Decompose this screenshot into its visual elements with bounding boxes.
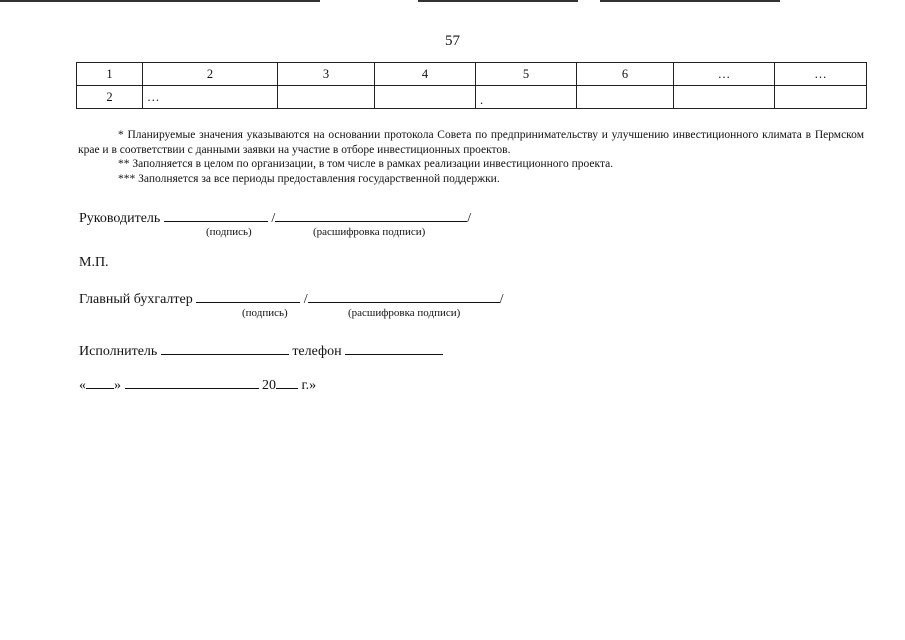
footnote-3: *** Заполняется за все периоды предоставления государственной поддержки. <box>118 172 500 185</box>
table-cell <box>375 86 476 109</box>
date-month-blank[interactable] <box>125 374 259 389</box>
date-year-prefix: 20 <box>262 378 276 393</box>
table-header-cell: 4 <box>375 63 476 86</box>
data-table <box>76 62 867 109</box>
accountant-signature-caption: (подпись) <box>242 307 288 319</box>
top-edge-rule-right <box>418 0 578 2</box>
table-cell: . <box>476 86 577 109</box>
page-number: 57 <box>445 33 460 49</box>
head-decoding-caption: (расшифровка подписи) <box>313 226 426 238</box>
accountant-signature-blank[interactable] <box>196 288 300 303</box>
head-label: Руководитель <box>79 211 161 226</box>
head-slash-right: / <box>467 211 472 226</box>
accountant-signature-line <box>79 288 504 308</box>
top-edge-rule-far-right <box>600 0 780 2</box>
table-header-cell: … <box>775 63 867 86</box>
date-year-suffix: г.» <box>301 378 317 393</box>
footnote-1: * Планируемые значения указываются на основании протокола Совета по предпринимательству и улучшению инвестиционного климата в Пермском крае и в соответствии с данными заявки на участие в отборе инвестиционных проектов. <box>78 129 864 156</box>
head-slash-left: / <box>271 211 276 226</box>
executor-blank[interactable] <box>161 340 289 355</box>
table-cell <box>278 86 375 109</box>
head-signature-caption: (подпись) <box>206 226 252 238</box>
date-close-quote: » <box>114 378 121 393</box>
table-header-cell: 5 <box>476 63 577 86</box>
footnotes <box>78 128 864 186</box>
table-header-cell: 2 <box>143 63 278 86</box>
phone-label: телефон <box>292 344 342 359</box>
table-header-cell: … <box>674 63 775 86</box>
date-day-blank[interactable] <box>86 374 114 389</box>
phone-blank[interactable] <box>345 340 443 355</box>
table-cell <box>577 86 674 109</box>
table-cell <box>674 86 775 109</box>
accountant-label: Главный бухгалтер <box>79 292 193 307</box>
footnote-2: ** Заполняется в целом по организации, в том числе в рамках реализации инвестиционного проекта. <box>118 158 614 170</box>
table-header-cell: 6 <box>577 63 674 86</box>
table-header-cell: 3 <box>278 63 375 86</box>
executor-label: Исполнитель <box>79 344 158 359</box>
date-open-quote: « <box>79 378 86 393</box>
accountant-decoding-caption: (расшифровка подписи) <box>348 307 461 319</box>
top-edge-rule-left <box>0 0 320 2</box>
head-decoding-blank[interactable] <box>275 207 467 222</box>
accountant-decoding-blank[interactable] <box>308 288 500 303</box>
accountant-slash-right: / <box>499 292 504 307</box>
accountant-slash-left: / <box>303 292 308 307</box>
date-line <box>79 374 316 394</box>
head-signature-line <box>79 207 471 227</box>
table-header-row <box>77 63 867 86</box>
table-cell <box>775 86 867 109</box>
head-signature-blank[interactable] <box>164 207 268 222</box>
date-year-blank[interactable] <box>276 374 298 389</box>
table-cell: … <box>143 86 278 109</box>
table-header-cell: 1 <box>77 63 143 86</box>
table-row <box>77 86 867 109</box>
executor-line <box>79 340 443 360</box>
table-cell: 2 <box>77 86 143 109</box>
stamp-place: М.П. <box>79 255 109 270</box>
